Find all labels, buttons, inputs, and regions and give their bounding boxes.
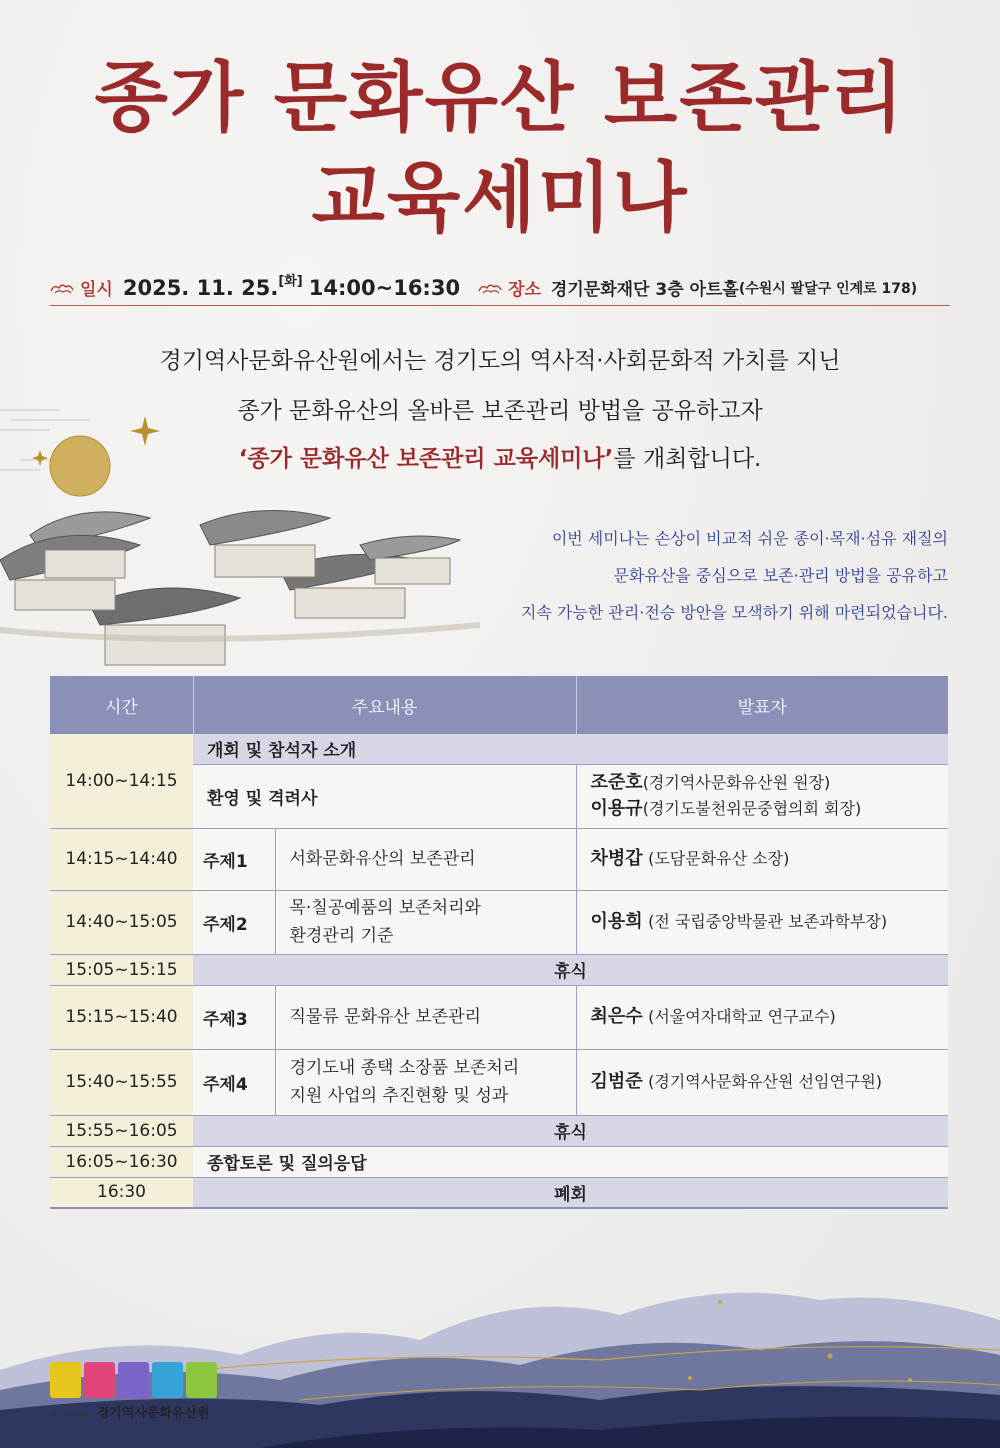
intro-highlight: ‘종가 문화유산 보존관리 교육세미나’ bbox=[238, 446, 614, 472]
session-speaker bbox=[576, 890, 948, 954]
table-row bbox=[50, 1177, 948, 1208]
speaker-name: 김범준 bbox=[590, 1071, 643, 1092]
table-row bbox=[50, 734, 948, 764]
info-bar bbox=[50, 270, 950, 306]
discussion-label: 종합토론 및 질의응답 bbox=[193, 1146, 948, 1177]
intro-line-1: 경기역사문화유산원에서는 경기도의 역사적·사회문화적 가치를 지닌 bbox=[159, 348, 841, 374]
session-content-line: 직물류 문화유산 보존관리 bbox=[289, 1007, 481, 1027]
speaker-name: 이용규 bbox=[590, 798, 643, 819]
table-header-row bbox=[50, 676, 948, 734]
date-label: 일시 bbox=[80, 280, 113, 300]
closing-time: 16:30 bbox=[50, 1177, 193, 1208]
session-content-line: 목·칠공예품의 보존처리와 bbox=[289, 898, 481, 918]
hanok-village-illustration bbox=[0, 400, 480, 680]
opening-speakers bbox=[576, 764, 948, 828]
cloud-ornament-icon bbox=[478, 282, 502, 294]
session-time: 14:15~14:40 bbox=[50, 828, 193, 890]
event-day: [화] bbox=[278, 274, 303, 289]
session-topic: 주제3 bbox=[193, 985, 275, 1049]
header-content: 주요내용 bbox=[193, 676, 576, 734]
description-line-1: 이번 세미나는 손상이 비교적 쉬운 종이·목재·섬유 재질의 bbox=[551, 529, 948, 548]
break-time: 15:05~15:15 bbox=[50, 954, 193, 985]
table-row bbox=[50, 1146, 948, 1177]
organization-logo bbox=[50, 1362, 225, 1422]
table-row bbox=[50, 954, 948, 985]
table-row bbox=[50, 890, 948, 954]
session-content bbox=[275, 1049, 576, 1115]
session-time: 14:40~15:05 bbox=[50, 890, 193, 954]
table-row bbox=[50, 828, 948, 890]
session-topic: 주제1 bbox=[193, 828, 275, 890]
session-speaker bbox=[576, 828, 948, 890]
table-row bbox=[50, 1115, 948, 1146]
cloud-ornament-icon bbox=[50, 282, 74, 294]
description-line-3: 지속 가능한 관리·전승 방안을 모색하기 위해 마련되었습니다. bbox=[520, 603, 948, 622]
session-content bbox=[275, 828, 576, 890]
header-time: 시간 bbox=[50, 676, 193, 734]
session-content-line: 서화문화유산의 보존관리 bbox=[289, 849, 476, 869]
logo-foundation-name: 경기문화재단 bbox=[50, 1412, 91, 1420]
logo-org-name: 경기역사문화유산원 bbox=[96, 1406, 210, 1421]
discussion-time: 16:05~16:30 bbox=[50, 1146, 193, 1177]
session-content-line: 경기도내 종택 소장품 보존처리 bbox=[289, 1058, 520, 1078]
session-content bbox=[275, 890, 576, 954]
speaker-role: (전 국립중앙박물관 보존과학부장) bbox=[648, 912, 888, 931]
session-speaker bbox=[576, 985, 948, 1049]
event-place: 경기문화재단 3층 아트홀 bbox=[550, 280, 739, 300]
event-date: 2025. 11. 25. bbox=[122, 275, 279, 300]
intro-line-2: 종가 문화유산의 올바른 보존관리 방법을 공유하고자 bbox=[237, 398, 763, 424]
speaker-role: (경기도불천위문중협의회 회장) bbox=[642, 799, 862, 818]
session-speaker bbox=[576, 1049, 948, 1115]
break-time: 15:55~16:05 bbox=[50, 1115, 193, 1146]
speaker-name: 최은수 bbox=[590, 1006, 643, 1027]
opening-time: 14:00~14:15 bbox=[50, 734, 193, 828]
event-time: 14:00~16:30 bbox=[308, 275, 461, 300]
session-topic: 주제4 bbox=[193, 1049, 275, 1115]
session-content-line: 지원 사업의 추진현황 및 성과 bbox=[289, 1086, 509, 1106]
speaker-role: (경기역사문화유산원 원장) bbox=[642, 773, 831, 792]
session-topic: 주제2 bbox=[193, 890, 275, 954]
place-label: 장소 bbox=[508, 280, 541, 300]
description-line-2: 문화유산을 중심으로 보존·관리 방법을 공유하고 bbox=[613, 566, 948, 585]
session-time: 15:15~15:40 bbox=[50, 985, 193, 1049]
event-address: (수원시 팔달구 인계로 178) bbox=[738, 280, 918, 297]
logo-mark bbox=[50, 1362, 225, 1398]
session-content-line: 환경관리 기준 bbox=[289, 926, 394, 946]
closing-label: 폐회 bbox=[193, 1177, 948, 1208]
session-content bbox=[275, 985, 576, 1049]
break-label: 휴식 bbox=[193, 1115, 948, 1146]
title-line-2: 교육세미나 bbox=[311, 153, 689, 242]
speaker-role: (경기역사문화유산원 선임연구원) bbox=[648, 1072, 883, 1091]
speaker-name: 조준호 bbox=[590, 772, 643, 793]
break-label: 휴식 bbox=[193, 954, 948, 985]
schedule-table bbox=[50, 676, 948, 1209]
header-speaker: 발표자 bbox=[576, 676, 948, 734]
speaker-name: 차병갑 bbox=[590, 848, 643, 869]
opening-item-1: 개회 및 참석자 소개 bbox=[193, 734, 948, 764]
title-line-1: 종가 문화유산 보존관리 bbox=[94, 53, 906, 142]
table-row bbox=[50, 1049, 948, 1115]
speaker-role: (도담문화유산 소장) bbox=[648, 849, 790, 868]
session-time: 15:40~15:55 bbox=[50, 1049, 193, 1115]
table-row bbox=[50, 985, 948, 1049]
speaker-role: (서울여자대학교 연구교수) bbox=[648, 1007, 836, 1026]
opening-item-2: 환영 및 격려사 bbox=[193, 764, 576, 828]
intro-line-3-rest: 를 개최합니다. bbox=[613, 446, 762, 472]
speaker-name: 이용희 bbox=[590, 911, 643, 932]
